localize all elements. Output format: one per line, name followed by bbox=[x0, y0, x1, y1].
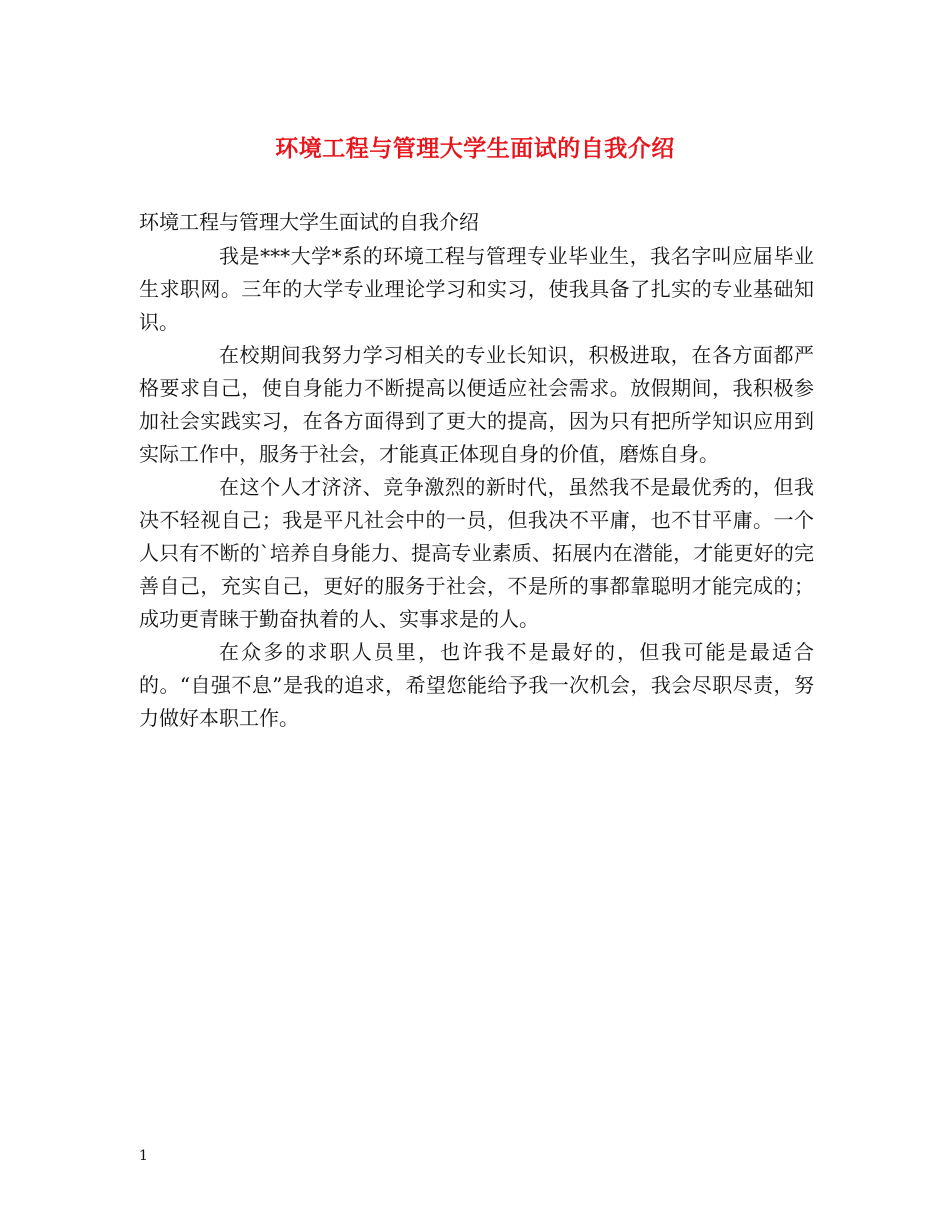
paragraph-4: 在众多的求职人员里，也许我不是最好的，但我可能是最适合的。“自强不息”是我的追求，希望您能给予我一次机会，我会尽职尽责，努力做好本职工作。 bbox=[139, 640, 814, 730]
page-number: 1 bbox=[139, 1148, 148, 1164]
document-subtitle: 环境工程与管理大学生面试的自我介绍 bbox=[139, 210, 479, 234]
document-body bbox=[139, 240, 814, 735]
paragraph-2: 在校期间我努力学习相关的专业长知识，积极进取，在各方面都严格要求自己，使自身能力不断提高以便适应社会需求。放假期间，我积极参加社会实践实习，在各方面得到了更大的提高，因为只有把所学知识应用到实际工作中，服务于社会，才能真正体现自身的价值，磨炼自身。 bbox=[139, 343, 814, 466]
document-title: 环境工程与管理大学生面试的自我介绍 bbox=[275, 135, 675, 162]
paragraph-1: 我是***大学*系的环境工程与管理专业毕业生，我名字叫应届毕业生求职网。三年的大学专业理论学习和实习，使我具备了扎实的专业基础知识。 bbox=[139, 244, 814, 334]
paragraph-3: 在这个人才济济、竞争激烈的新时代，虽然我不是最优秀的，但我决不轻视自己；我是平凡社会中的一员，但我决不平庸，也不甘平庸。一个人只有不断的`培养自身能力、提高专业素质、拓展内在潜能，才能更好的完善自己，充实自己，更好的服务于社会，不是所的事都靠聪明才能完成的；成功更青睐于勤奋执着的人、实事求是的人。 bbox=[139, 475, 814, 631]
